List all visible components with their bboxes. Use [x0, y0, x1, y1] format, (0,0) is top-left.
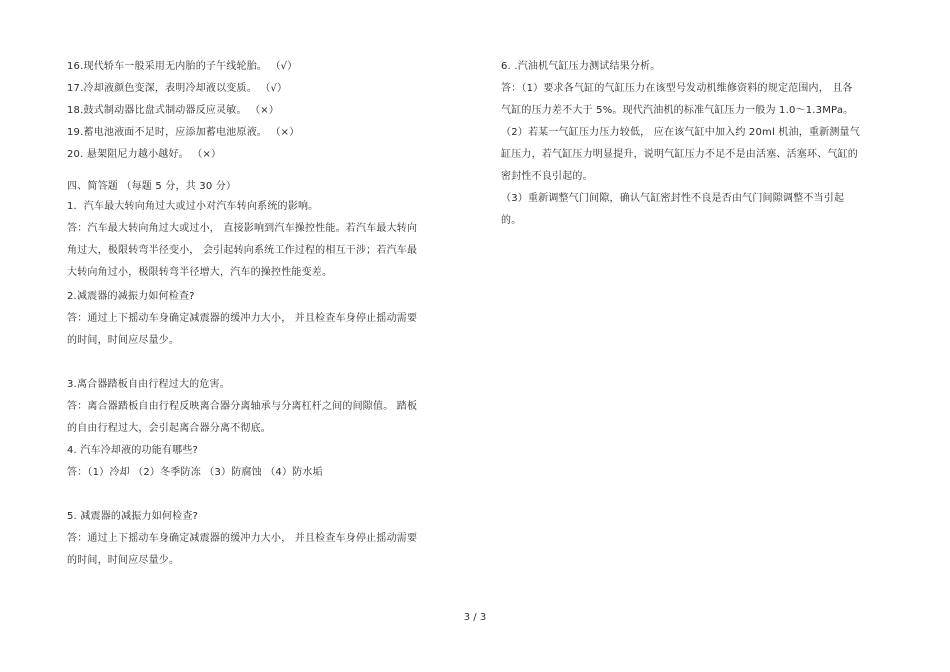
answer-2-line: 的时间，时间应尽量少。: [67, 335, 180, 346]
tf-item-20: 20. 悬架阻尼力越小越好。 （×）: [67, 149, 222, 160]
answer-2-line: 答：通过上下摇动车身确定减震器的缓冲力大小， 并且检查车身停止摇动需要: [67, 313, 418, 324]
answer-1-line: 角过大，极限转弯半径变小， 会引起转向系统工作过程的相互干涉；若汽车最: [67, 245, 418, 256]
section-title: 四、简答题 （每题 5 分，共 30 分）: [67, 181, 237, 192]
question-2: 2.减震器的减振力如何检查?: [67, 291, 195, 302]
answer-6-line: 的。: [501, 215, 522, 226]
answer-4-line: 答：（1）冷却 （2）冬季防冻 （3）防腐蚀 （4）防水垢: [67, 467, 323, 478]
tf-item-18: 18.鼓式制动器比盘式制动器反应灵敏。 （×）: [67, 105, 280, 116]
question-6: 6. .汽油机气缸压力测试结果分析。: [501, 61, 661, 72]
answer-1-line: 大转向角过小，极限转弯半径增大，汽车的操控性能变差。: [67, 267, 333, 278]
question-4: 4. 汽车冷却液的功能有哪些?: [67, 445, 199, 456]
answer-5-line: 答：通过上下摇动车身确定减震器的缓冲力大小， 并且检查车身停止摇动需要: [67, 533, 418, 544]
answer-6-line: 气缸的压力差不大于 5%。现代汽油机的标准气缸压力一般为 1.0～1.3MPa。: [501, 105, 854, 116]
tf-item-16: 16.现代轿车一般采用无内胎的子午线轮胎。 （√）: [67, 61, 298, 72]
answer-6-line: 密封性不良引起的。: [501, 171, 593, 182]
answer-1-line: 答：汽车最大转向角过大或过小， 直接影响到汽车操控性能。若汽车最大转向: [67, 223, 418, 234]
answer-3-line: 的自由行程过大，会引起离合器分离不彻底。: [67, 423, 271, 434]
tf-item-17: 17.冷却液颜色变深，表明冷却液以变质。 （√）: [67, 83, 288, 94]
answer-6-line: 缸压力，若气缸压力明显提升，说明气缸压力不足不是由活塞、活塞环、气缸的: [501, 149, 858, 160]
question-3: 3.离合器踏板自由行程过大的危害。: [67, 379, 230, 390]
answer-6-line: （3）重新调整气门间隙，确认气缸密封性不良是否由气门间隙调整不当引起: [501, 193, 845, 204]
answer-6-line: 答：（1）要求各气缸的气缸压力在该型号发动机维修资料的规定范围内， 且各: [501, 83, 853, 94]
answer-6-line: （2）若某一气缸压力压力较低， 应在该气缸中加入约 20ml 机油，重新测量气: [501, 127, 860, 138]
page-number: 3 / 3: [463, 612, 487, 623]
answer-3-line: 答：离合器踏板自由行程反映离合器分离轴承与分离杠杆之间的间隙值。 踏板: [67, 401, 418, 412]
question-1: 1．汽车最大转向角过大或过小对汽车转向系统的影响。: [67, 201, 319, 212]
question-5: 5. 减震器的减振力如何检查?: [67, 511, 199, 522]
tf-item-19: 19.蓄电池液面不足时，应添加蓄电池原液。 （×）: [67, 127, 300, 138]
answer-5-line: 的时间，时间应尽量少。: [67, 555, 180, 566]
